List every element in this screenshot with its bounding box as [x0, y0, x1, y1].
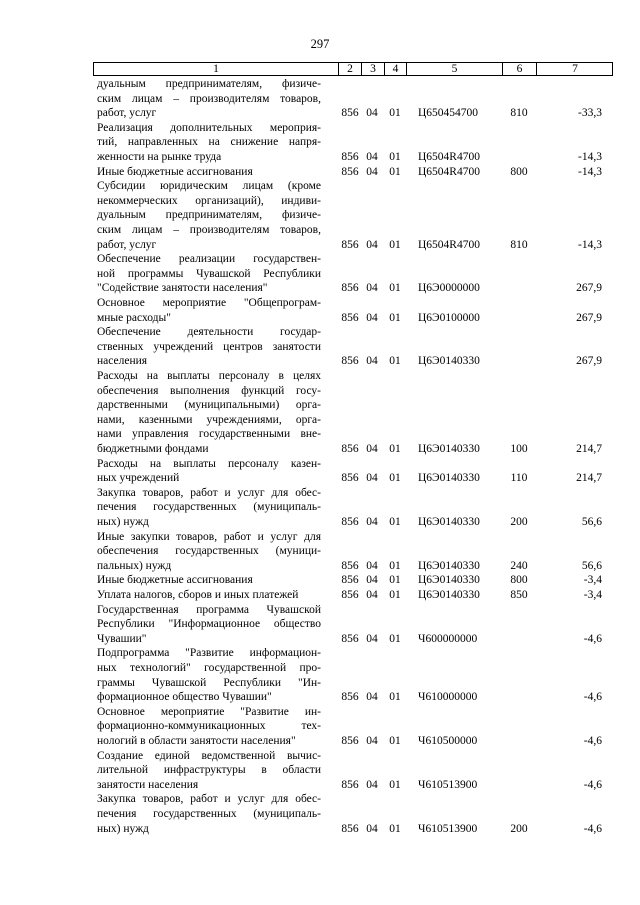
cell-col-2: 856 — [341, 150, 359, 163]
cell-col-2: 856 — [341, 822, 359, 835]
row-name-line: граммы Чувашской Республики "Ин- — [97, 676, 321, 689]
cell-col-5: Ц6Э0140330 — [418, 355, 480, 368]
row-name-line: Иные закупки товаров, работ и услуг для — [97, 530, 321, 543]
cell-col-2: 856 — [341, 589, 359, 601]
cell-col-7: -3,4 — [583, 574, 602, 587]
cell-col-5: Ц6Э0140330 — [418, 472, 480, 485]
cell-col-7: -14,3 — [578, 165, 602, 178]
column-header-1: 1 — [213, 63, 219, 75]
table-header — [93, 62, 613, 76]
cell-col-7: -4,6 — [583, 734, 602, 747]
row-name-line: дарственными (муниципальными) орга- — [97, 399, 321, 412]
row-name-line: дуальным предпринимателям, физиче- — [97, 78, 321, 90]
row-name-line: населения — [97, 355, 148, 368]
column-header-7: 7 — [572, 63, 578, 75]
cell-col-6: 850 — [510, 589, 528, 601]
cell-col-4: 01 — [389, 559, 401, 572]
cell-col-3: 04 — [366, 589, 378, 601]
cell-col-3: 04 — [366, 238, 378, 251]
cell-col-5: Ч600000000 — [418, 632, 478, 645]
row-name-line: Основное мероприятие "Развитие ин- — [97, 705, 321, 718]
cell-col-2: 856 — [341, 472, 359, 485]
row-name-line: Уплата налогов, сборов и иных платежей — [97, 589, 299, 601]
row-name-line: Обеспечение деятельности государ- — [97, 326, 321, 339]
cell-col-5: Ц6Э0140330 — [418, 574, 480, 587]
row-name-line: Создание единой ведомственной вычис- — [97, 749, 321, 762]
row-name-line: обеспечения государственных (муници- — [97, 545, 321, 558]
cell-col-4: 01 — [389, 691, 401, 704]
cell-col-5: Ч610000000 — [418, 691, 478, 704]
column-header-4: 4 — [392, 63, 399, 75]
cell-col-3: 04 — [366, 107, 378, 120]
row-name-line: "Содействие занятости населения" — [97, 282, 268, 295]
cell-col-5: Ц6504R4700 — [418, 238, 480, 251]
row-name-line: Иные бюджетные ассигнования — [97, 574, 253, 587]
row-name-line: Иные бюджетные ассигнования — [97, 165, 253, 178]
column-header-6: 6 — [516, 63, 523, 75]
cell-col-7: -4,6 — [583, 691, 602, 704]
cell-col-4: 01 — [389, 734, 401, 747]
row-name-line: печения государственных (муниципаль- — [97, 807, 321, 820]
row-name-line: Субсидии юридическим лицам (кроме — [97, 180, 321, 193]
cell-col-3: 04 — [366, 515, 378, 528]
cell-col-2: 856 — [341, 311, 359, 324]
cell-col-7: 214,7 — [576, 472, 602, 485]
cell-col-6: 800 — [510, 165, 528, 178]
cell-col-6: 110 — [510, 472, 528, 485]
row-name-line: формационное общество Чувашии" — [97, 691, 272, 704]
cell-col-7: -14,3 — [578, 150, 602, 163]
cell-col-5: Ц6Э0140330 — [418, 589, 480, 601]
cell-col-2: 856 — [341, 559, 359, 572]
cell-col-7: 56,6 — [581, 515, 602, 528]
cell-col-3: 04 — [366, 443, 378, 455]
cell-col-3: 04 — [366, 472, 378, 485]
row-name-line: мные расходы" — [97, 311, 171, 324]
cell-col-7: -3,4 — [583, 589, 602, 601]
cell-col-2: 856 — [341, 107, 359, 120]
cell-col-5: Ч610513900 — [418, 778, 478, 791]
cell-col-6: 800 — [510, 574, 528, 587]
cell-col-5: Ц6Э0140330 — [418, 443, 480, 455]
cell-col-2: 856 — [341, 515, 359, 528]
column-header-3: 3 — [370, 63, 376, 75]
row-name-line: печения государственных (муниципаль- — [97, 501, 321, 514]
cell-col-2: 856 — [341, 165, 359, 178]
cell-col-5: Ц6Э0000000 — [418, 282, 480, 295]
row-name-line: нологий в области занятости населения" — [97, 734, 296, 747]
row-name-line: Государственная программа Чувашской — [97, 603, 321, 616]
cell-col-2: 856 — [341, 574, 359, 587]
row-name-line: занятости населения — [97, 778, 199, 791]
row-name-line: работ, услуг — [97, 238, 157, 251]
cell-col-7: -33,3 — [578, 107, 602, 120]
cell-col-3: 04 — [366, 150, 378, 163]
column-header-2: 2 — [347, 63, 353, 75]
cell-col-3: 04 — [366, 691, 378, 704]
row-name-line: ским лицам – производителям товаров, — [97, 223, 321, 236]
row-name-line: пальных) нужд — [97, 559, 172, 572]
row-name-line: Подпрограмма "Развитие информацион- — [97, 647, 321, 660]
cell-col-7: 267,9 — [576, 282, 602, 295]
row-name-line: Закупка товаров, работ и услуг для обес- — [97, 486, 321, 499]
cell-col-5: Ч610513900 — [418, 822, 478, 835]
row-name-line: Основное мероприятие "Общепрограм- — [97, 297, 321, 309]
cell-col-4: 01 — [389, 822, 401, 835]
row-name-line: ных учреждений — [97, 472, 180, 485]
cell-col-7: -4,6 — [583, 632, 602, 645]
cell-col-4: 01 — [389, 574, 401, 587]
column-header-5: 5 — [451, 63, 458, 75]
row-name-line: Чувашии" — [97, 632, 147, 645]
cell-col-7: -4,6 — [583, 778, 602, 791]
row-name-line: Закупка товаров, работ и услуг для обес- — [97, 793, 321, 806]
row-name-line: обеспечения выполнения функций госу- — [97, 384, 321, 397]
cell-col-2: 856 — [341, 778, 359, 791]
cell-col-6: 100 — [510, 443, 528, 455]
cell-col-5: Ц6504R4700 — [418, 150, 480, 163]
row-name-line: тий, направленных на снижение напря- — [97, 136, 321, 149]
cell-col-4: 01 — [389, 515, 401, 528]
row-name-line: Республики "Информационное общество — [97, 618, 321, 631]
cell-col-6: 810 — [510, 107, 528, 120]
cell-col-3: 04 — [366, 632, 378, 645]
row-name-line: некоммерческих организаций), индиви- — [97, 194, 321, 207]
row-name-line: ским лицам – производителям товаров, — [97, 92, 321, 105]
cell-col-2: 856 — [341, 282, 359, 295]
cell-col-4: 01 — [389, 282, 401, 295]
cell-col-3: 04 — [366, 355, 378, 368]
cell-col-3: 04 — [366, 734, 378, 747]
cell-col-6: 810 — [510, 238, 528, 251]
row-name-line: лительной инфраструктуры в области — [97, 764, 321, 777]
row-name-line: дуальным предпринимателям, физиче- — [97, 209, 321, 222]
row-name-line: бюджетными фондами — [97, 442, 209, 455]
row-name-line: формационно-коммуникационных тех- — [97, 720, 321, 733]
row-name-line: нами управления государственными вне- — [97, 428, 321, 441]
row-name-line: ных) нужд — [97, 822, 149, 835]
row-name-line: ственных учреждений центров занятости — [97, 340, 321, 353]
row-name-line: женности на рынке труда — [97, 150, 222, 163]
cell-col-4: 01 — [389, 238, 401, 251]
cell-col-4: 01 — [389, 311, 401, 324]
cell-col-2: 856 — [341, 734, 359, 747]
row-name-line: Реализация дополнительных мероприя- — [97, 121, 321, 134]
cell-col-7: -4,6 — [583, 822, 602, 835]
cell-col-2: 856 — [341, 355, 359, 368]
cell-col-3: 04 — [366, 282, 378, 295]
cell-col-3: 04 — [366, 311, 378, 324]
row-name-line: ных) нужд — [97, 515, 149, 528]
row-name-line: нами, казенными учреждениями, орга- — [97, 413, 321, 426]
cell-col-4: 01 — [389, 443, 401, 455]
cell-col-3: 04 — [366, 165, 378, 178]
cell-col-3: 04 — [366, 778, 378, 791]
cell-col-4: 01 — [389, 107, 401, 120]
cell-col-7: -14,3 — [578, 238, 602, 251]
row-name-line: Расходы на выплаты персоналу в целях — [97, 370, 321, 382]
cell-col-7: 267,9 — [576, 355, 602, 368]
row-name-line: Обеспечение реализации государствен- — [97, 253, 321, 266]
cell-col-4: 01 — [389, 165, 401, 178]
cell-col-6: 200 — [510, 515, 528, 528]
cell-col-5: Ч610500000 — [418, 734, 478, 747]
cell-col-4: 01 — [389, 355, 401, 368]
cell-col-7: 214,7 — [576, 443, 602, 455]
cell-col-4: 01 — [389, 589, 401, 601]
cell-col-4: 01 — [389, 472, 401, 485]
cell-col-5: Ц6Э0140330 — [418, 559, 480, 572]
cell-col-3: 04 — [366, 559, 378, 572]
cell-col-2: 856 — [341, 691, 359, 704]
cell-col-3: 04 — [366, 574, 378, 587]
cell-col-6: 240 — [510, 559, 528, 572]
cell-col-5: Ц6Э0100000 — [418, 311, 480, 324]
row-name-line: ной программы Чувашской Республики — [97, 267, 321, 280]
row-name-line: ных технологий" государственной про- — [97, 661, 321, 674]
cell-col-4: 01 — [389, 778, 401, 791]
cell-col-4: 01 — [389, 150, 401, 163]
cell-col-5: Ц6Э0140330 — [418, 515, 480, 528]
cell-col-5: Ц6504R4700 — [418, 165, 480, 178]
row-name-line: работ, услуг — [97, 107, 157, 120]
page-number: 297 — [310, 37, 330, 51]
row-name-line: Расходы на выплаты персоналу казен- — [97, 457, 321, 470]
cell-col-3: 04 — [366, 822, 378, 835]
cell-col-5: Ц650454700 — [418, 107, 479, 120]
cell-col-2: 856 — [341, 443, 359, 455]
cell-col-6: 200 — [510, 822, 528, 835]
cell-col-4: 01 — [389, 632, 401, 645]
cell-col-2: 856 — [341, 632, 359, 645]
cell-col-7: 267,9 — [576, 311, 602, 324]
cell-col-7: 56,6 — [581, 559, 602, 572]
cell-col-2: 856 — [341, 238, 359, 251]
